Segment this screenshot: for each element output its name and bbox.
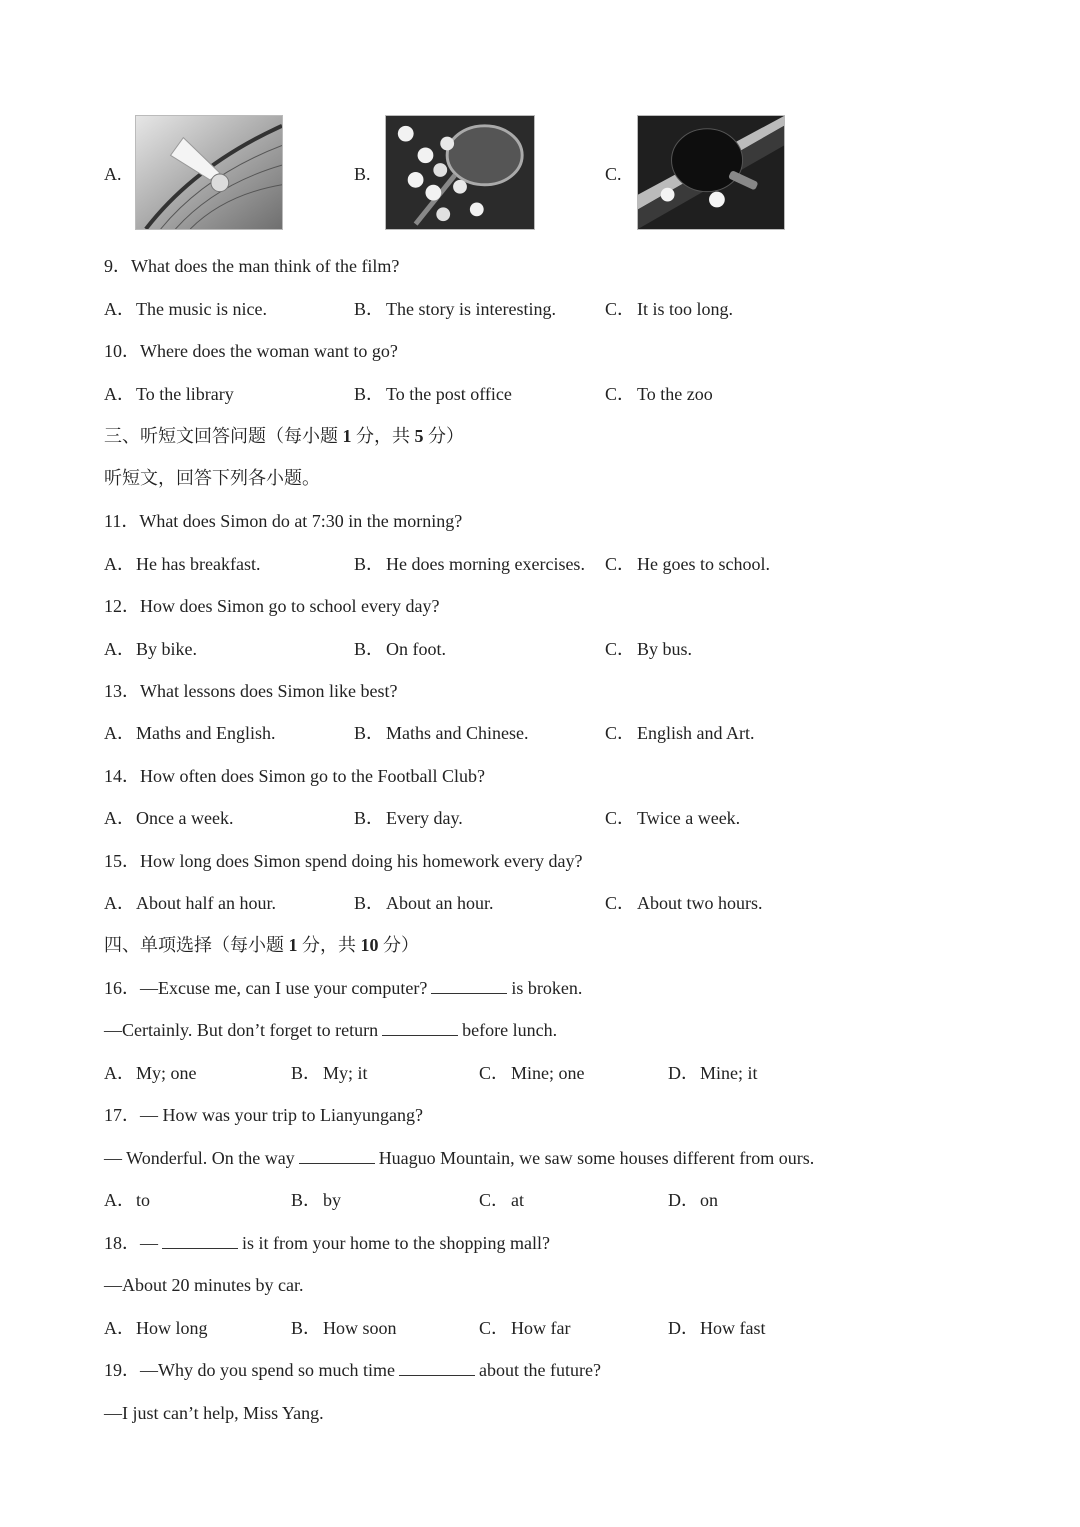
section-3-heading: 三、听短文回答问题（每小题 1 分，共 5 分） [104,426,464,446]
q13-option-c: C． English and Art. [605,723,755,743]
question-18-line-1: 18．— is it from your home to the shopping mall? [104,1233,550,1253]
answer-blank [162,1232,238,1249]
q15-option-a: A．About half an hour. [104,893,276,913]
q13-option-a: A．Maths and English. [104,723,276,743]
q9-option-c: C． It is too long. [605,299,734,319]
q14-option-a: A．Once a week. [104,808,234,828]
question-15: 15．How long does Simon spend doing his homework every day? [104,851,583,871]
q9-option-b: B． The story is interesting. [354,299,556,319]
answer-blank [299,1147,375,1164]
q10-option-b: B． To the post office [354,384,512,404]
q17-option-a: A．to [104,1190,151,1210]
q12-option-c: C． By bus. [605,639,693,659]
q14-option-b: B． Every day. [354,808,463,828]
question-17-line-1: 17．— How was your trip to Lianyungang? [104,1105,423,1125]
q11-option-c: C． He goes to school. [605,554,770,574]
badminton-shuttlecock-image [135,115,283,230]
question-11: 11．What does Simon do at 7:30 in the morning? [104,511,463,531]
q18-option-b: B． How soon [291,1318,397,1338]
q12-option-b: B． On foot. [354,639,446,659]
section-4-heading: 四、单项选择（每小题 1 分，共 10 分） [104,935,419,955]
table-tennis-paddle-image [637,115,785,230]
question-16-line-2: —Certainly. But don’t forget to return before lunch. [104,1020,558,1040]
q16-option-a: A．My; one [104,1063,197,1083]
q17-option-b: B． by [291,1190,341,1210]
q12-option-a: A．By bike. [104,639,197,659]
q16-option-b: B． My; it [291,1063,368,1083]
question-12: 12．How does Simon go to school every day? [104,596,440,616]
question-18-line-2: —About 20 minutes by car. [104,1275,304,1295]
q8-option-c-label: C. [605,164,622,184]
q11-option-b: B． He does morning exercises. [354,554,585,574]
q8-option-b-label: B. [354,164,371,184]
question-14: 14．How often does Simon go to the Football Club? [104,766,485,786]
q18-option-a: A．How long [104,1318,208,1338]
section-3-instruction: 听短文，回答下列各小题。 [104,468,320,488]
q13-option-b: B． Maths and Chinese. [354,723,529,743]
q11-option-a: A．He has breakfast. [104,554,261,574]
question-9: 9．What does the man think of the film? [104,256,400,276]
q18-option-d: D．How fast [668,1318,766,1338]
q15-option-c: C． About two hours. [605,893,763,913]
question-10: 10．Where does the woman want to go? [104,341,398,361]
q10-option-a: A．To the library [104,384,234,404]
question-16-line-1: 16．—Excuse me, can I use your computer? is broken. [104,978,583,998]
q10-option-c: C． To the zoo [605,384,713,404]
question-19-line-1: 19．—Why do you spend so much time about the future? [104,1360,601,1380]
q17-option-c: C． at [479,1190,524,1210]
question-19-line-2: —I just can’t help, Miss Yang. [104,1403,324,1423]
q8-option-a-label: A. [104,164,122,184]
answer-blank [382,1019,458,1036]
question-17-line-2: — Wonderful. On the way Huaguo Mountain, we saw some houses different from ours. [104,1148,815,1168]
answer-blank [431,977,507,994]
answer-blank [399,1359,475,1376]
q16-option-c: C． Mine; one [479,1063,585,1083]
q16-option-d: D．Mine; it [668,1063,758,1083]
q9-option-a: A．The music is nice. [104,299,267,319]
question-13: 13．What lessons does Simon like best? [104,681,398,701]
q18-option-c: C． How far [479,1318,571,1338]
q15-option-b: B． About an hour. [354,893,494,913]
q14-option-c: C． Twice a week. [605,808,741,828]
tennis-racket-balls-image [385,115,535,230]
q17-option-d: D．on [668,1190,718,1210]
